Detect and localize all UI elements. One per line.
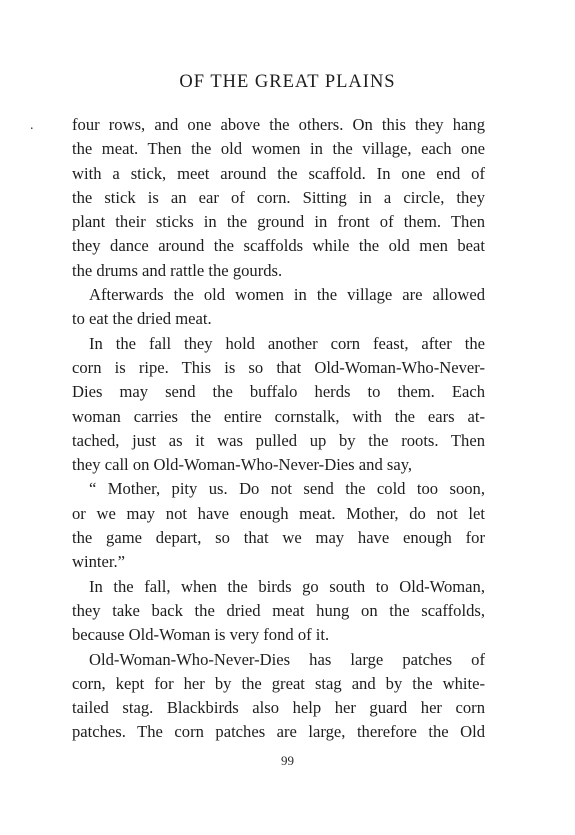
text-line: woman carries the entire cornstalk, with the ears at- [72, 406, 485, 426]
paragraph [72, 477, 485, 574]
running-title: OF THE GREAT PLAINS [179, 72, 396, 92]
paragraph [72, 575, 485, 648]
text-line: or we may not have enough meat. Mother, do not let [72, 503, 485, 523]
text-line: they dance around the scaffolds while the old men beat [72, 236, 485, 256]
text-line: corn, kept for her by the great stag and by the white- [72, 673, 485, 693]
text-line: the stick is an ear of corn. Sitting in a circle, they [72, 187, 485, 207]
body-text [72, 113, 485, 745]
text-line: because Old-Woman is very fond of it. [72, 625, 330, 645]
text-line: corn is ripe. This is so that Old-Woman-Who-Never- [72, 357, 485, 377]
text-line: Dies may send the buffalo herds to them. Each [72, 382, 485, 402]
text-line: In the fall, when the birds go south to Old-Woman, [89, 576, 485, 596]
paragraph [72, 113, 485, 283]
text-line: the meat. Then the old women in the village, each one [72, 139, 485, 159]
text-line: In the fall they hold another corn feast, after the [89, 333, 485, 353]
text-line: tached, just as it was pulled up by the roots. Then [72, 430, 485, 450]
text-line: four rows, and one above the others. On this they hang [72, 115, 485, 134]
text-line: they call on Old-Woman-Who-Never-Dies and say, [72, 455, 413, 475]
stray-ink-mark: . [30, 118, 34, 133]
text-line: tailed stag. Blackbirds also help her guard her corn [72, 698, 485, 718]
text-line: patches. The corn patches are large, therefore the Old [72, 722, 485, 742]
text-line: Afterwards the old women in the village are allowed [89, 285, 485, 305]
text-line: “ Mother, pity us. Do not send the cold too soon, [89, 479, 485, 499]
text-line: to eat the dried meat. [72, 309, 212, 329]
text-line: with a stick, meet around the scaffold. In one end of [72, 163, 485, 183]
text-line: they take back the dried meat hung on the scaffolds, [72, 600, 485, 620]
paragraph [72, 648, 485, 745]
text-line: winter.” [72, 552, 125, 572]
text-line: the game depart, so that we may have enough for [72, 528, 485, 548]
text-line: the drums and rattle the gourds. [72, 260, 283, 280]
paragraph [72, 283, 485, 332]
paragraph [72, 332, 485, 478]
text-line: Old-Woman-Who-Never-Dies has large patches of [89, 649, 485, 669]
text-line: plant their sticks in the ground in front of them. Then [72, 212, 485, 232]
page-number: 99 [281, 753, 294, 768]
